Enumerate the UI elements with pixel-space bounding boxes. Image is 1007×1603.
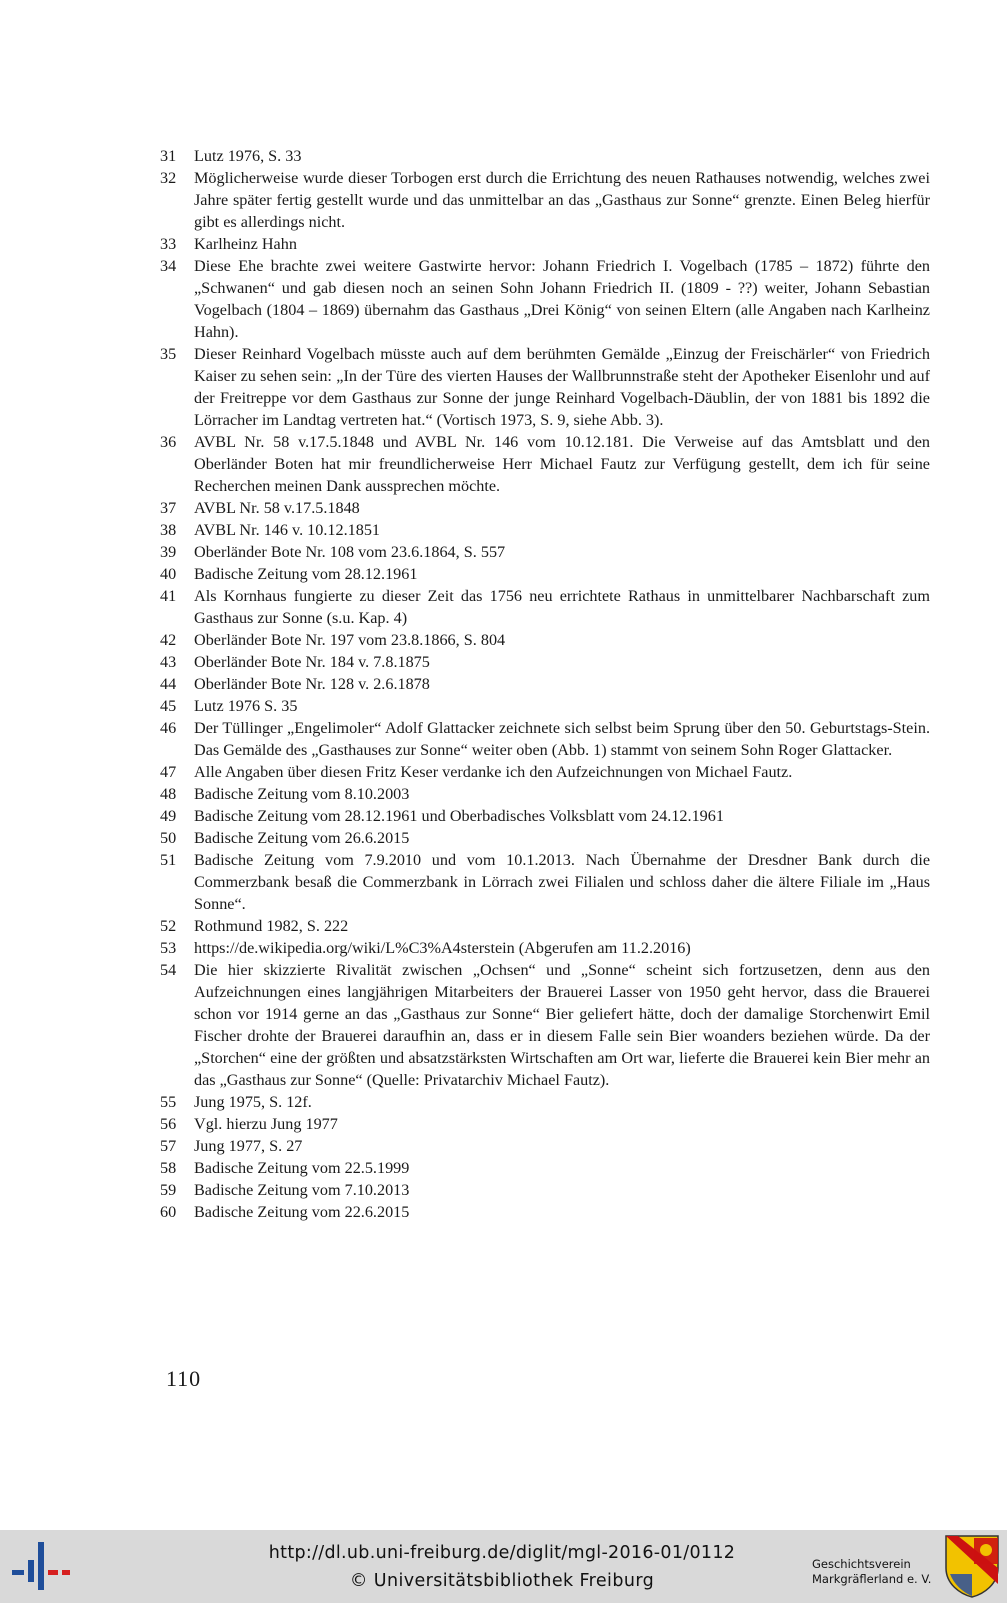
endnote-number: 56 bbox=[160, 1115, 177, 1133]
endnotes-list bbox=[160, 145, 930, 1223]
endnote-item bbox=[160, 255, 930, 343]
endnote-text: https://de.wikipedia.org/wiki/L%C3%A4sterstein (Abgerufen am 11.2.2016) bbox=[194, 939, 691, 957]
endnote-item bbox=[160, 717, 930, 761]
coat-of-arms-icon bbox=[944, 1534, 1000, 1598]
endnote-item bbox=[160, 497, 930, 519]
endnote-text: AVBL Nr. 58 v.17.5.1848 und AVBL Nr. 146 vom 10.12.181. Die Verweise auf das Amtsblatt und den Oberländer Boten hat mir freundlicherweise Herr Michael Fautz zur Verfügung gestellt, dem ich für seine Recherchen meinen Dank aussprechen möchte. bbox=[194, 433, 930, 495]
endnote-text: Die hier skizzierte Rivalität zwischen „Ochsen“ und „Sonne“ scheint sich fortzusetzen, denn aus den Aufzeichnungen eines langjährigen Mitarbeiters der Brauerei Lasser von 1950 geht hervor, dass die Brauerei schon vor 1914 gerne an das „Gasthaus zur Sonne“ Bier geliefert hätte, doch der damalige Storchenwirt Emil Fischer drohte der Brauerei daraufhin an, dass er in diesem Falle sein Bier woanders beziehen würde. Da der „Storchen“ eine der größten und absatzstärksten Wirtschaften am Ort war, lieferte die Brauerei kein Bier mehr an das „Gasthaus zur Sonne“ (Quelle: Privatarchiv Michael Fautz). bbox=[194, 961, 930, 1089]
endnote-item bbox=[160, 343, 930, 431]
endnote-text: Badische Zeitung vom 26.6.2015 bbox=[194, 829, 410, 847]
endnote-item bbox=[160, 1113, 930, 1135]
society-line-1: Geschichtsverein bbox=[812, 1557, 911, 1571]
endnote-number: 42 bbox=[160, 631, 177, 649]
endnote-item bbox=[160, 585, 930, 629]
endnote-item bbox=[160, 695, 930, 717]
endnote-item bbox=[160, 937, 930, 959]
endnote-number: 34 bbox=[160, 257, 177, 275]
footer-url[interactable]: http://dl.ub.uni-freiburg.de/diglit/mgl-2016-01/0112 bbox=[268, 1543, 736, 1563]
endnote-text: Diese Ehe brachte zwei weitere Gastwirte hervor: Johann Friedrich I. Vogelbach (1785 – 1872) führte den „Schwanen“ und gab diesen noch an seinen Sohn Johann Friedrich II. (1809 - ??) weiter, Johann Sebastian Vogelbach (1804 – 1869) übernahm das Gasthaus „Drei König“ von seinen Eltern (alle Angaben nach Karlheinz Hahn). bbox=[194, 257, 930, 341]
endnote-number: 51 bbox=[160, 851, 177, 869]
endnote-text: Rothmund 1982, S. 222 bbox=[194, 917, 349, 935]
endnote-item bbox=[160, 959, 930, 1091]
endnote-text: Jung 1977, S. 27 bbox=[194, 1137, 303, 1155]
endnote-item bbox=[160, 805, 930, 827]
endnote-number: 60 bbox=[160, 1203, 177, 1221]
endnote-number: 35 bbox=[160, 345, 177, 363]
endnote-text: AVBL Nr. 58 v.17.5.1848 bbox=[194, 499, 360, 517]
endnote-text: Als Kornhaus fungierte zu dieser Zeit das 1756 neu errichtete Rathaus in unmittelbarer Nachbarschaft zum Gasthaus zur Sonne (s.u. Kap. 4) bbox=[194, 587, 930, 627]
endnote-item bbox=[160, 145, 930, 167]
endnote-number: 49 bbox=[160, 807, 177, 825]
endnote-number: 48 bbox=[160, 785, 177, 803]
endnote-item bbox=[160, 563, 930, 585]
endnote-text: Karlheinz Hahn bbox=[194, 235, 297, 253]
endnote-text: Oberländer Bote Nr. 197 vom 23.8.1866, S. 804 bbox=[194, 631, 506, 649]
endnote-number: 50 bbox=[160, 829, 177, 847]
society-name bbox=[812, 1557, 932, 1587]
endnote-text: Alle Angaben über diesen Fritz Keser verdanke ich den Aufzeichnungen von Michael Fautz. bbox=[194, 763, 793, 781]
endnote-item bbox=[160, 1091, 930, 1113]
endnote-text: Badische Zeitung vom 8.10.2003 bbox=[194, 785, 410, 803]
endnote-number: 55 bbox=[160, 1093, 177, 1111]
page-number: 110 bbox=[166, 1366, 202, 1391]
endnote-number: 58 bbox=[160, 1159, 177, 1177]
endnote-number: 38 bbox=[160, 521, 177, 539]
endnote-number: 32 bbox=[160, 169, 177, 187]
endnote-item bbox=[160, 1157, 930, 1179]
endnote-text: Lutz 1976, S. 33 bbox=[194, 147, 302, 165]
endnote-item bbox=[160, 541, 930, 563]
endnote-number: 36 bbox=[160, 433, 177, 451]
endnote-item bbox=[160, 673, 930, 695]
footer-copyright: © Universitätsbibliothek Freiburg bbox=[349, 1571, 655, 1591]
endnote-number: 41 bbox=[160, 587, 177, 605]
endnote-text: Möglicherweise wurde dieser Torbogen erst durch die Errichtung des neuen Rathauses notwendig, welches zwei Jahre später fertig gestellt wurde und das unmittelbar an das „Gasthaus zur Sonne“ grenzte. Einen Beleg hierfür gibt es allerdings nicht. bbox=[194, 169, 930, 231]
endnote-number: 57 bbox=[160, 1137, 177, 1155]
endnote-number: 54 bbox=[160, 961, 177, 979]
endnote-text: Jung 1975, S. 12f. bbox=[194, 1093, 312, 1111]
endnote-number: 39 bbox=[160, 543, 177, 561]
endnote-number: 43 bbox=[160, 653, 177, 671]
endnote-number: 45 bbox=[160, 697, 177, 715]
endnote-item bbox=[160, 1179, 930, 1201]
endnote-text: Oberländer Bote Nr. 184 v. 7.8.1875 bbox=[194, 653, 430, 671]
endnote-text: Oberländer Bote Nr. 128 v. 2.6.1878 bbox=[194, 675, 430, 693]
endnote-text: Badische Zeitung vom 22.5.1999 bbox=[194, 1159, 410, 1177]
endnote-text: Dieser Reinhard Vogelbach müsste auch auf dem berühmten Gemälde „Einzug der Freischärler“ von Friedrich Kaiser zu sehen sein: „In der Türe des vierten Hauses der Wallbrunnstraße steht der Apotheker Eisenlohr und auf der Freitreppe vor dem Gasthaus zur Sonne der junge Reinhard Vogelbach-Däublin, der von 1881 bis 1892 die Lörracher im Landtag vertreten hat.“ (Vortisch 1973, S. 9, siehe Abb. 3). bbox=[194, 345, 930, 429]
endnote-item bbox=[160, 849, 930, 915]
endnote-item bbox=[160, 1135, 930, 1157]
endnote-item bbox=[160, 167, 930, 233]
endnote-item bbox=[160, 761, 930, 783]
endnote-item bbox=[160, 783, 930, 805]
endnote-item bbox=[160, 629, 930, 651]
endnote-text: Badische Zeitung vom 7.9.2010 und vom 10.1.2013. Nach Übernahme der Dresdner Bank durch die Commerzbank besaß die Commerzbank in Lörrach zwei Filialen und schloss daher die ältere Filiale im „Haus Sonne“. bbox=[194, 851, 930, 913]
endnote-text: Oberländer Bote Nr. 108 vom 23.6.1864, S. 557 bbox=[194, 543, 506, 561]
endnote-number: 40 bbox=[160, 565, 177, 583]
endnote-item bbox=[160, 519, 930, 541]
endnote-item bbox=[160, 431, 930, 497]
endnote-number: 53 bbox=[160, 939, 177, 957]
endnote-text: Badische Zeitung vom 7.10.2013 bbox=[194, 1181, 410, 1199]
endnote-number: 33 bbox=[160, 235, 177, 253]
endnote-number: 59 bbox=[160, 1181, 177, 1199]
endnote-number: 37 bbox=[160, 499, 177, 517]
endnote-number: 46 bbox=[160, 719, 177, 737]
society-line-2: Markgräflerland e. V. bbox=[812, 1572, 932, 1586]
endnote-text: Badische Zeitung vom 22.6.2015 bbox=[194, 1203, 410, 1221]
endnote-number: 47 bbox=[160, 763, 177, 781]
footer-bar bbox=[0, 1530, 1007, 1603]
endnote-text: Badische Zeitung vom 28.12.1961 und Oberbadisches Volksblatt vom 24.12.1961 bbox=[194, 807, 724, 825]
endnote-text: Badische Zeitung vom 28.12.1961 bbox=[194, 565, 418, 583]
endnote-text: AVBL Nr. 146 v. 10.12.1851 bbox=[194, 521, 381, 539]
endnote-item bbox=[160, 651, 930, 673]
endnote-item bbox=[160, 915, 930, 937]
endnote-number: 52 bbox=[160, 917, 177, 935]
endnote-number: 31 bbox=[160, 147, 177, 165]
endnote-item bbox=[160, 827, 930, 849]
endnote-text: Lutz 1976 S. 35 bbox=[194, 697, 298, 715]
endnote-text: Der Tüllinger „Engelimoler“ Adolf Glattacker zeichnete sich selbst beim Sprung über den 50. Geburtstags-Stein. Das Gemälde des „Gasthauses zur Sonne“ weiter oben (Abb. 1) stammt von seinem Sohn Roger Glattacker. bbox=[194, 719, 930, 759]
endnote-item bbox=[160, 233, 930, 255]
endnote-number: 44 bbox=[160, 675, 177, 693]
endnote-item bbox=[160, 1201, 930, 1223]
ub-freiburg-logo-icon bbox=[10, 1536, 70, 1596]
endnote-text: Vgl. hierzu Jung 1977 bbox=[194, 1115, 338, 1133]
